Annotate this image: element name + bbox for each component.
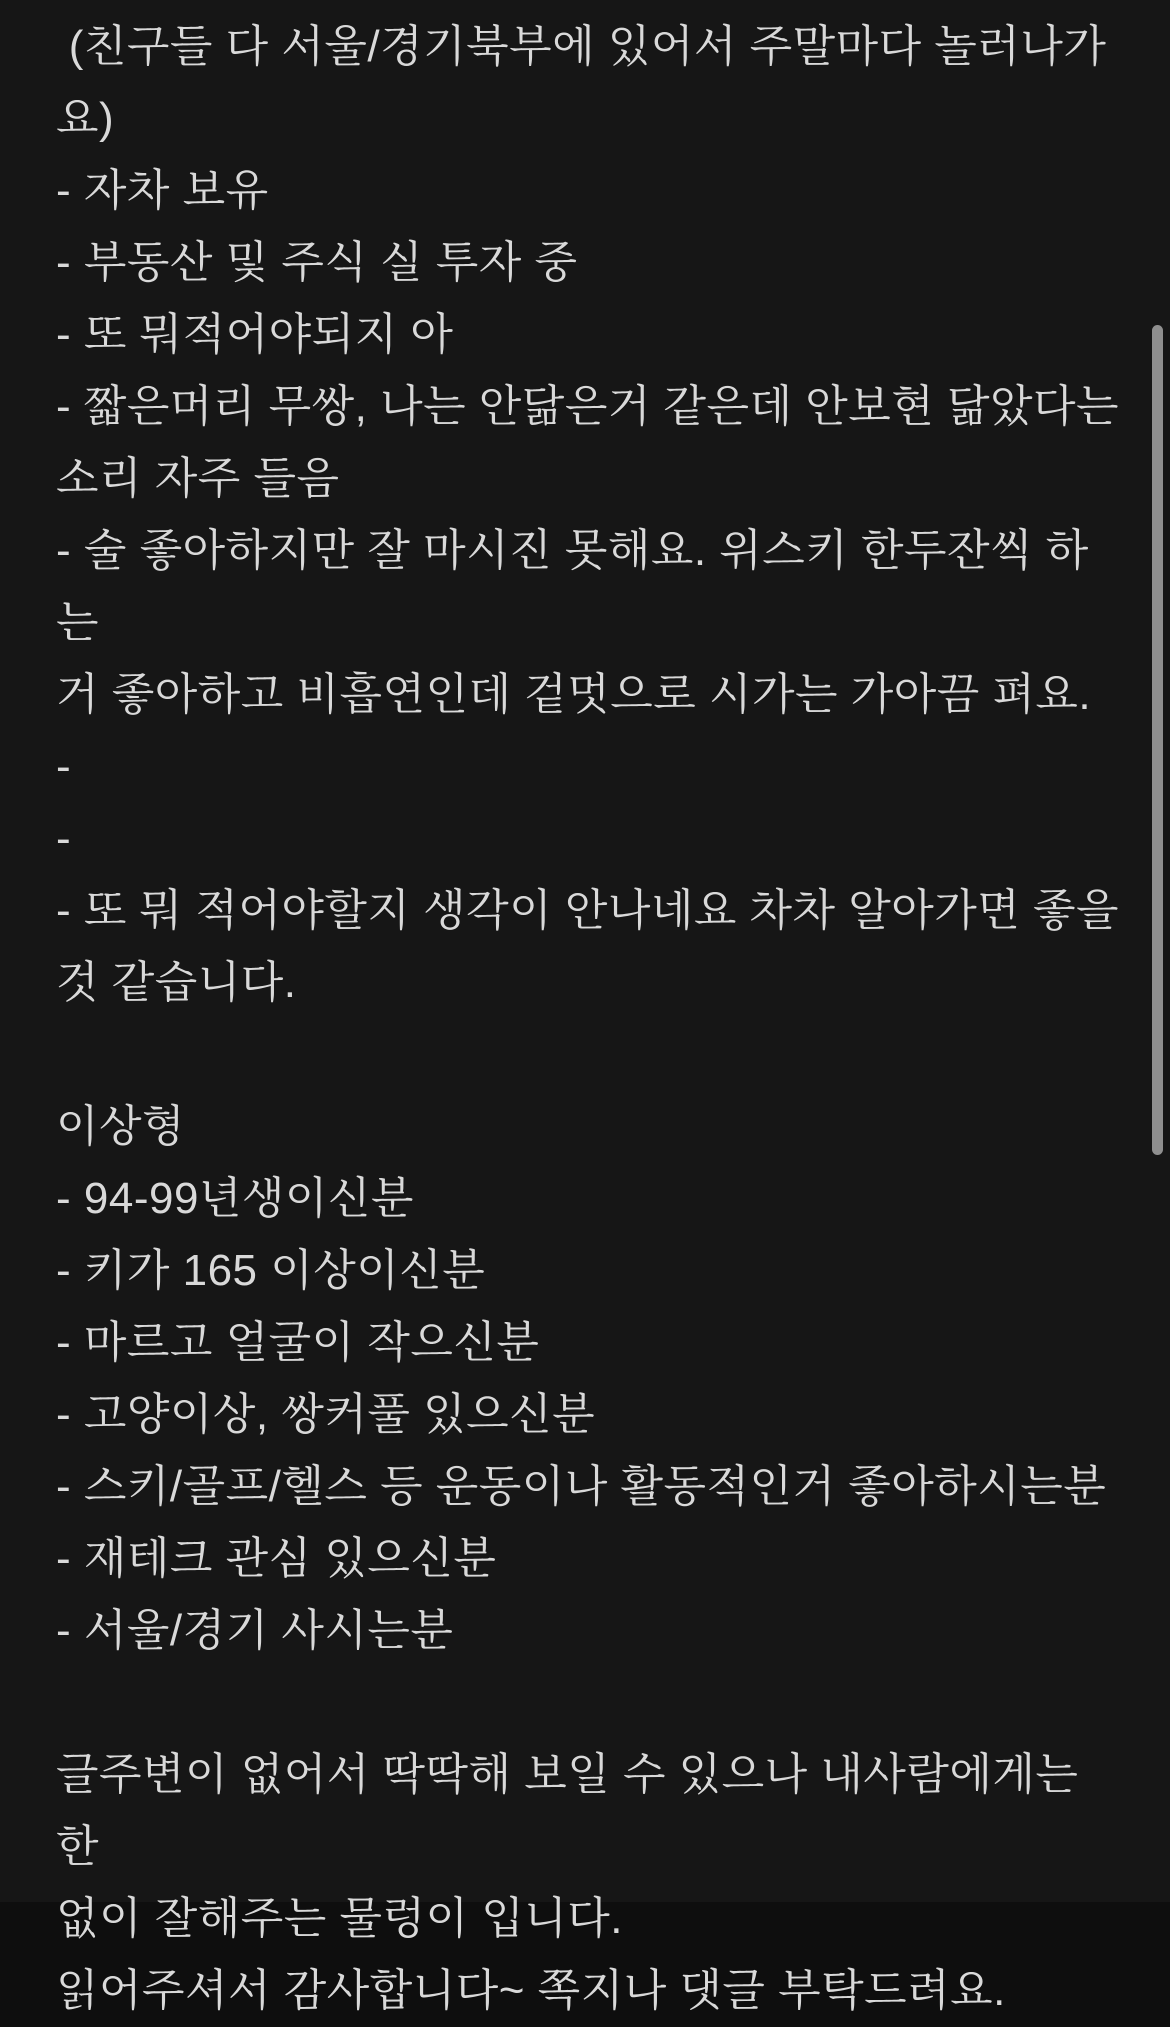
post-line: - 마르고 얼굴이 작으신분: [56, 1318, 540, 1367]
post-line: - 또 뭐적어야되지 아: [56, 310, 454, 359]
post-line: 이상형: [56, 1102, 186, 1151]
post-line: - 부동산 및 주식 실 투자 중: [56, 238, 578, 287]
post-line: - 자차 보유: [56, 166, 269, 215]
post-line: - 재테크 관심 있으신분: [56, 1534, 497, 1583]
post-body-text: [56, 11, 1120, 2027]
post-line: 글주변이 없어서 딱딱해 보일 수 있으나 내사람에게는 한: [56, 1750, 1092, 1871]
post-line: -: [56, 814, 72, 863]
post-line: - 짧은머리 무쌍, 나는 안닮은거 같은데 안보현 닮았다는: [56, 382, 1120, 431]
post-line: 없이 잘해주는 물렁이 입니다.: [56, 1894, 623, 1943]
scrollbar-thumb[interactable]: [1152, 325, 1163, 1155]
post-line: [56, 1667, 1120, 1739]
post-line: - 서울/경기 사시는분: [56, 1606, 454, 1655]
post-line: -: [56, 742, 72, 791]
post-line: (친구들 다 서울/경기북부에 있어서 주말마다 놀러나가: [56, 22, 1107, 71]
post-line: [56, 1019, 1120, 1091]
post-line: 요): [56, 94, 115, 143]
post-line: - 고양이상, 쌍커풀 있으신분: [56, 1390, 596, 1439]
post-line: - 94-99년생이신분: [56, 1174, 414, 1223]
post-line: 거 좋아하고 비흡연인데 겉멋으로 시가는 가아끔 펴요.: [56, 670, 1092, 719]
post-line: - 또 뭐 적어야할지 생각이 안나네요 차차 알아가면 좋을: [56, 886, 1120, 935]
post-line: - 키가 165 이상이신분: [56, 1246, 486, 1295]
post-line: - 술 좋아하지만 잘 마시진 못해요. 위스키 한두잔씩 하는: [56, 526, 1089, 647]
post-line: 읽어주셔서 감사합니다~ 쪽지나 댓글 부탁드려요.: [56, 1966, 1006, 2015]
post-line: 소리 자주 들음: [56, 454, 340, 503]
post-line: - 스키/골프/헬스 등 운동이나 활동적인거 좋아하시는분: [56, 1462, 1107, 1511]
post-line: 것 같습니다.: [56, 958, 297, 1007]
